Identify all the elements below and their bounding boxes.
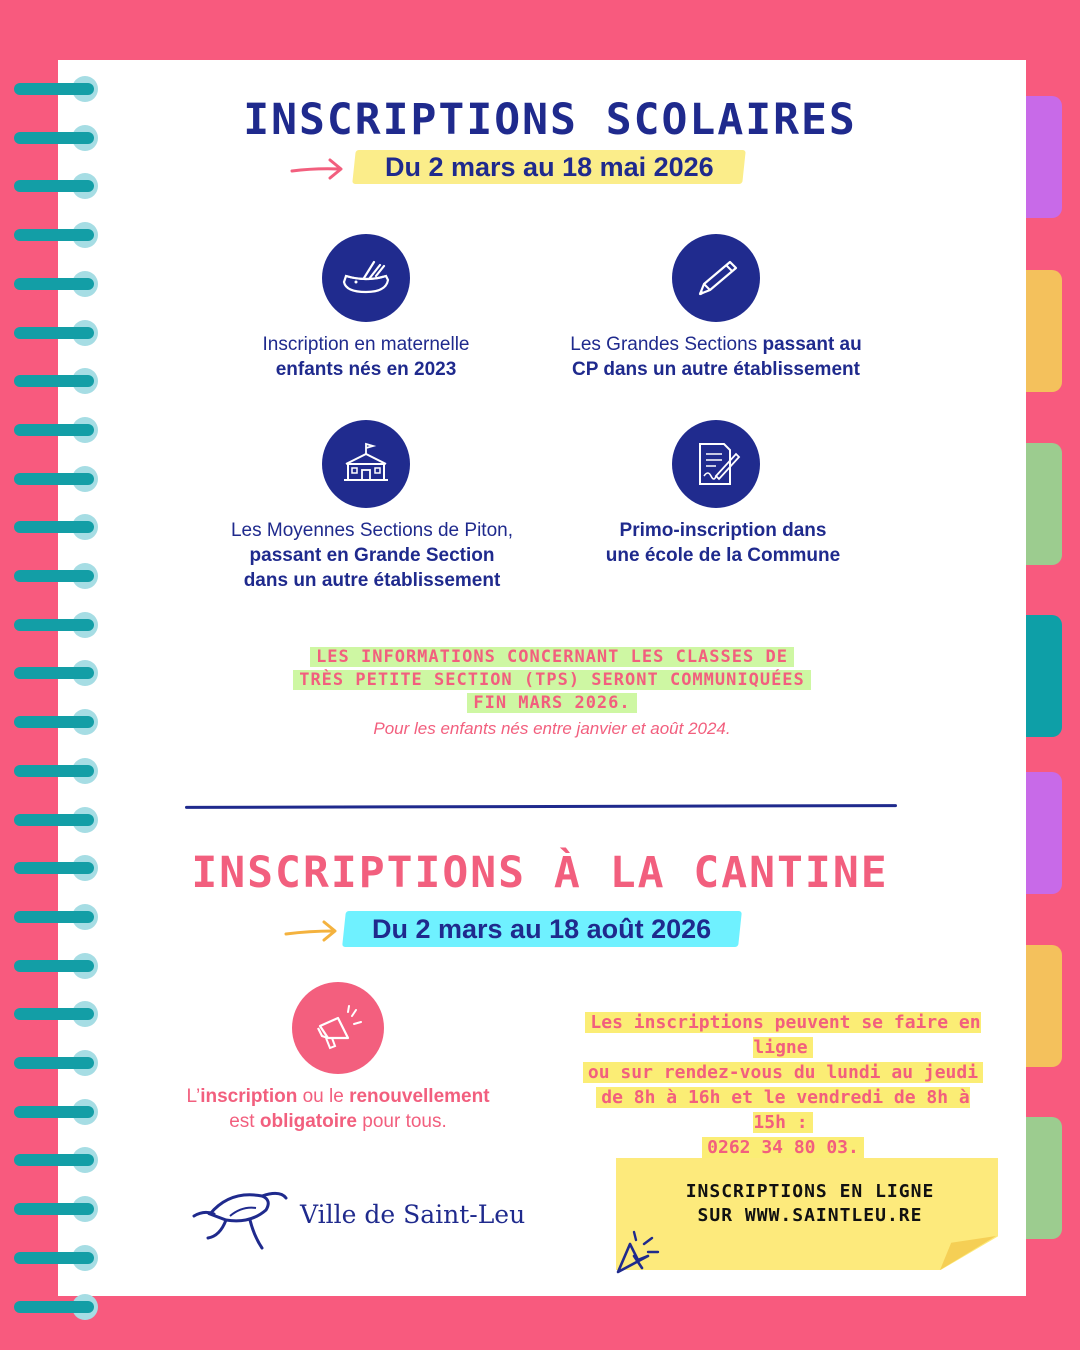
spiral-ring	[14, 1147, 98, 1173]
spiral-ring	[14, 855, 98, 881]
spiral-ring	[14, 1001, 98, 1027]
spiral-ring	[14, 466, 98, 492]
spiral-ring	[14, 563, 98, 589]
pencil-case-badge	[322, 234, 410, 322]
caption-primo-inscription: Primo-inscription dans une école de la Commune	[605, 520, 841, 566]
canteen-caption: L’inscription ou le renouvellement est obligatoire pour tous.	[186, 1086, 490, 1132]
tps-note: LES INFORMATIONS CONCERNANT LES CLASSES DE TRÈS PETITE SECTION (TPS) SERONT COMMUNIQUÉES FIN MARS 2026.	[262, 646, 842, 715]
logo-text: Ville de Saint-Leu	[300, 1200, 526, 1229]
spiral-ring	[14, 953, 98, 979]
document-badge	[672, 420, 760, 508]
spiral-ring	[14, 1099, 98, 1125]
spiral-ring	[14, 1196, 98, 1222]
spiral-ring	[14, 173, 98, 199]
school-title: INSCRIPTIONS SCOLAIRES	[243, 95, 857, 145]
sticky-note-text[interactable]: INSCRIPTIONS EN LIGNE SUR WWW.SAINTLEU.RE	[685, 1181, 935, 1226]
caption-moyennes-sections: Les Moyennes Sections de Piton, passant en Grande Section dans un autre établissement	[230, 520, 513, 591]
document-signature-icon	[686, 434, 746, 494]
spiral-ring	[14, 368, 98, 394]
school-badge	[322, 420, 410, 508]
pencil-badge	[672, 234, 760, 322]
caption-grandes-sections: Les Grandes Sections passant au CP dans un autre établissement	[570, 334, 862, 380]
orange-arrow-icon	[284, 918, 340, 944]
turtle-logo-icon	[190, 1180, 290, 1254]
pencil-case-icon	[336, 248, 396, 308]
spiral-ring	[14, 807, 98, 833]
megaphone-icon	[308, 998, 368, 1058]
spiral-ring	[14, 1050, 98, 1076]
cursor-click-icon	[612, 1226, 668, 1278]
school-dates: Du 2 mars au 18 mai 2026	[352, 150, 746, 184]
canteen-info: Les inscriptions peuvent se faire en ligne ou sur rendez-vous du lundi au jeudi de 8h à 16h et le vendredi de 8h à 15h : 0262 34 80 03.	[578, 1010, 988, 1160]
tps-note-sub: Pour les enfants nés entre janvier et août 2024.	[373, 719, 731, 738]
spiral-ring	[14, 758, 98, 784]
spiral-ring	[14, 1245, 98, 1271]
spiral-ring	[14, 222, 98, 248]
school-building-icon	[336, 434, 396, 494]
spiral-ring	[14, 612, 98, 638]
spiral-ring	[14, 904, 98, 930]
megaphone-badge	[292, 982, 384, 1074]
canteen-title: INSCRIPTIONS À LA CANTINE	[191, 848, 889, 898]
caption-maternelle: Inscription en maternelle enfants nés en 2023	[262, 334, 470, 380]
spiral-ring	[14, 320, 98, 346]
spiral-ring	[14, 76, 98, 102]
spiral-ring	[14, 514, 98, 540]
pink-arrow-icon	[290, 156, 346, 182]
spiral-ring	[14, 417, 98, 443]
spiral-ring	[14, 1294, 98, 1320]
spiral-ring	[14, 125, 98, 151]
pencil-icon	[686, 248, 746, 308]
spiral-ring	[14, 709, 98, 735]
spiral-ring	[14, 660, 98, 686]
canteen-dates: Du 2 mars au 18 août 2026	[342, 911, 742, 947]
spiral-ring	[14, 271, 98, 297]
